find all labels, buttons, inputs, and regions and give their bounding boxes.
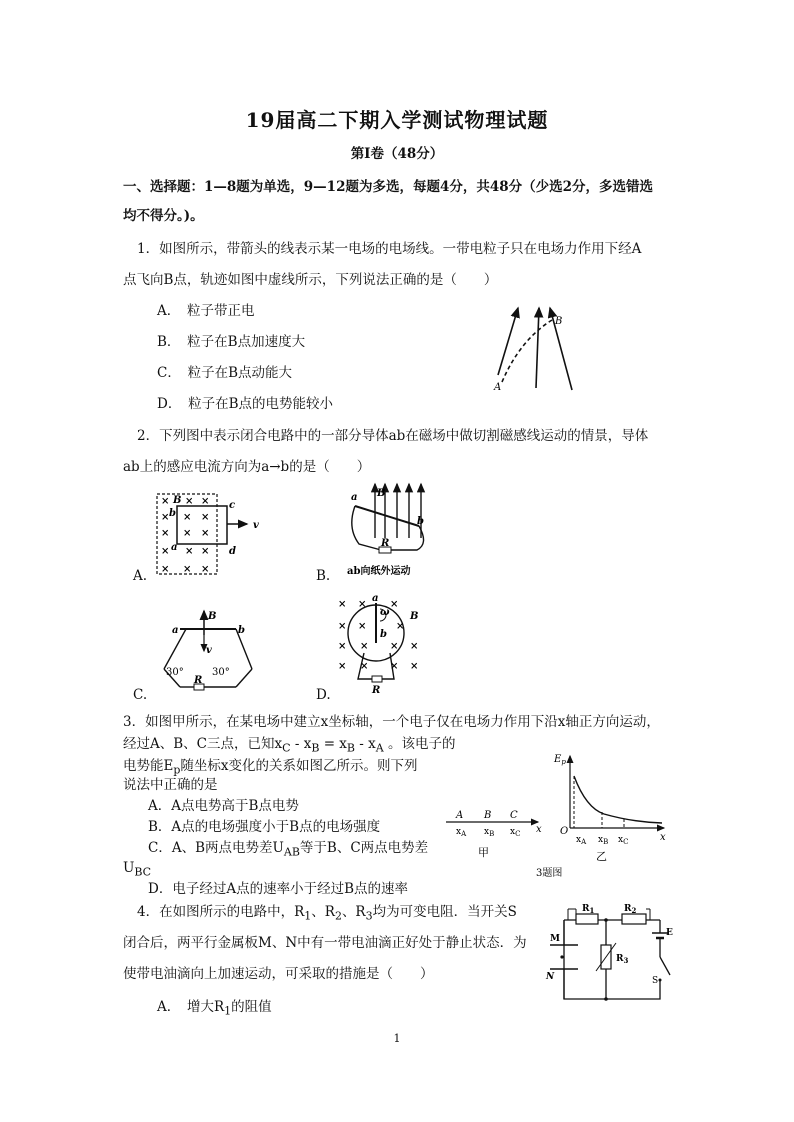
q3-stem-line4: 说法中正确的是 bbox=[123, 777, 218, 793]
svg-text:×: × bbox=[410, 641, 419, 652]
svg-text:R1: $R_1$ bbox=[582, 904, 595, 915]
svg-text:R: R bbox=[372, 685, 381, 696]
svg-text:C: C bbox=[510, 810, 518, 821]
svg-text:B: B bbox=[173, 495, 182, 506]
q1-option-b: B． 粒子在B点加速度大 bbox=[157, 334, 306, 350]
q1-option-c: C． 粒子在B点动能大 bbox=[157, 365, 292, 381]
svg-text:乙: 乙 bbox=[596, 850, 607, 863]
svg-text:xB: $x_B$ bbox=[598, 835, 609, 846]
q2-figure-c bbox=[152, 605, 267, 695]
svg-text:3题图: 3题图 bbox=[536, 868, 563, 879]
svg-text:a: a bbox=[172, 625, 179, 636]
q3-option-c-cont: $U_{BC}$ bbox=[123, 860, 152, 879]
svg-text:×: × bbox=[161, 512, 170, 523]
q3-option-a: A．A点电势高于B点电势 bbox=[148, 798, 299, 814]
svg-text:×: × bbox=[390, 641, 399, 652]
q2-figure-b bbox=[345, 478, 435, 578]
q2-option-d-label: D. bbox=[316, 687, 331, 703]
svg-text:30°: 30° bbox=[166, 667, 184, 678]
svg-text:R2: $R_2$ bbox=[624, 904, 637, 915]
svg-text:×: × bbox=[360, 641, 369, 652]
q4-option-a: A． 增大$R_1$的阻值 bbox=[157, 999, 272, 1018]
q2-stem-line2: ab上的感应电流方向为a→b的是（ ） bbox=[123, 459, 371, 475]
svg-text:xA: $x_A$ bbox=[576, 835, 587, 846]
svg-text:a: a bbox=[171, 542, 178, 553]
q3-figure bbox=[442, 748, 672, 883]
svg-text:B: B bbox=[377, 488, 386, 499]
q2-stem-line1: 2．下列图中表示闭合电路中的一部分导体ab在磁场中做切割磁感线运动的情景，导体 bbox=[137, 428, 649, 444]
q1-stem-line2: 点飞向B点，轨迹如图中虚线所示，下列说法正确的是（ ） bbox=[123, 272, 498, 288]
svg-text:×: × bbox=[161, 528, 170, 539]
svg-text:×: × bbox=[161, 546, 170, 557]
svg-text:x: x bbox=[536, 824, 542, 835]
svg-text:×: × bbox=[183, 528, 192, 539]
section-header-line2: 均不得分。)。 bbox=[123, 208, 204, 224]
svg-text:ω: ω bbox=[380, 607, 390, 618]
svg-text:×: × bbox=[358, 599, 367, 610]
svg-text:×: × bbox=[185, 496, 194, 507]
svg-text:b: b bbox=[417, 516, 424, 527]
svg-text:xC: $x_C$ bbox=[510, 827, 521, 838]
q3-option-b: B．A点的电场强度小于B点的电场强度 bbox=[148, 819, 381, 835]
q2-figure-d bbox=[336, 593, 431, 698]
svg-text:×: × bbox=[161, 564, 170, 575]
q2-option-a-label: A. bbox=[133, 568, 148, 584]
svg-text:×: × bbox=[360, 661, 369, 672]
q4-circuit-figure bbox=[540, 895, 690, 1010]
svg-text:B: B bbox=[410, 611, 419, 622]
svg-text:30°: 30° bbox=[212, 667, 230, 678]
svg-text:×: × bbox=[201, 512, 210, 523]
svg-text:M: M bbox=[550, 934, 560, 944]
svg-text:×: × bbox=[201, 564, 210, 575]
q3-stem-line2: 经过A、B、C三点，已知$x_C - x_B = x_B - x_A$ 。该电子的 bbox=[123, 736, 456, 755]
svg-text:×: × bbox=[161, 496, 170, 507]
q1-option-a: A． 粒子带正电 bbox=[157, 303, 255, 319]
q1-point-a-label: A bbox=[494, 382, 502, 393]
svg-text:×: × bbox=[358, 621, 367, 632]
svg-text:×: × bbox=[185, 546, 194, 557]
svg-text:b: b bbox=[169, 508, 176, 519]
q2-option-c-label: C. bbox=[133, 687, 148, 703]
svg-text:R3: $R_3$ bbox=[616, 954, 629, 965]
svg-text:×: × bbox=[338, 641, 347, 652]
svg-text:d: d bbox=[229, 546, 236, 557]
q4-stem-line2: 闭合后，两平行金属板M、N中有一带电油滴正好处于静止状态．为 bbox=[123, 935, 527, 951]
section-header-line1: 一、选择题：1—8题为单选，9—12题为多选，每题4分，共48分（少选2分，多选错选 bbox=[123, 179, 654, 195]
q3-stem-line1: 3．如图甲所示，在某电场中建立x坐标轴，一个电子仅在电场力作用下沿x轴正方向运动， bbox=[123, 714, 660, 730]
q2-figure-b-caption: ab向纸外运动 bbox=[347, 566, 411, 577]
q1-point-b-label: B bbox=[555, 316, 563, 327]
q1-option-d: D． 粒子在B点的电势能较小 bbox=[157, 396, 333, 412]
svg-text:Ep: $E_p$ bbox=[554, 754, 566, 766]
q4-stem-line1: 4．在如图所示的电路中，$R_1$、$R_2$、$R_3$均为可变电阻．当开关S bbox=[137, 904, 517, 923]
svg-text:c: c bbox=[229, 500, 236, 511]
svg-text:甲: 甲 bbox=[478, 846, 489, 859]
q3-stem-line3: 电势能$E_p$随坐标x变化的关系如图乙所示。则下列 bbox=[123, 758, 418, 777]
svg-text:R: R bbox=[194, 675, 203, 686]
svg-text:S: S bbox=[652, 976, 659, 986]
svg-text:A: A bbox=[456, 810, 464, 821]
svg-text:N: N bbox=[546, 972, 555, 982]
q2-figure-a bbox=[155, 490, 270, 585]
svg-text:E: E bbox=[666, 928, 673, 938]
svg-text:×: × bbox=[183, 564, 192, 575]
svg-text:b: b bbox=[380, 629, 387, 640]
svg-text:×: × bbox=[183, 512, 192, 523]
svg-text:a: a bbox=[351, 492, 358, 503]
svg-text:×: × bbox=[201, 496, 210, 507]
svg-text:×: × bbox=[201, 528, 210, 539]
svg-text:×: × bbox=[338, 621, 347, 632]
svg-text:v: v bbox=[206, 645, 212, 656]
svg-text:xC: $x_C$ bbox=[618, 835, 629, 846]
q3-option-c: C．A、B两点电势差$U_{AB}$等于B、C两点电势差 bbox=[148, 840, 429, 859]
q1-electric-field-figure bbox=[490, 300, 585, 395]
paper-subtitle: 第I卷（48分） bbox=[350, 146, 444, 162]
svg-text:×: × bbox=[396, 621, 405, 632]
svg-text:B: B bbox=[208, 611, 217, 622]
svg-text:v: v bbox=[253, 520, 259, 531]
svg-text:×: × bbox=[390, 599, 399, 610]
svg-text:×: × bbox=[338, 661, 347, 672]
svg-text:R: R bbox=[381, 538, 390, 549]
svg-text:x: x bbox=[660, 832, 666, 843]
svg-text:×: × bbox=[338, 599, 347, 610]
svg-text:×: × bbox=[410, 661, 419, 672]
svg-text:×: × bbox=[201, 546, 210, 557]
page-number: 1 bbox=[393, 1032, 401, 1045]
q3-option-d: D．电子经过A点的速率小于经过B点的速率 bbox=[148, 881, 408, 897]
q4-stem-line3: 使带电油滴向上加速运动，可采取的措施是（ ） bbox=[123, 966, 434, 982]
svg-text:×: × bbox=[390, 661, 399, 672]
q2-option-b-label: B. bbox=[316, 568, 331, 584]
q1-stem-line1: 1．如图所示，带箭头的线表示某一电场的电场线。一带电粒子只在电场力作用下经A bbox=[137, 241, 642, 257]
svg-text:xB: $x_B$ bbox=[484, 827, 495, 838]
svg-text:xA: $x_A$ bbox=[456, 827, 467, 838]
svg-text:a: a bbox=[372, 593, 379, 604]
page-title: 19届高二下期入学测试物理试题 bbox=[245, 108, 549, 132]
svg-text:O: O bbox=[560, 826, 569, 837]
svg-text:b: b bbox=[238, 625, 245, 636]
svg-text:B: B bbox=[484, 810, 492, 821]
